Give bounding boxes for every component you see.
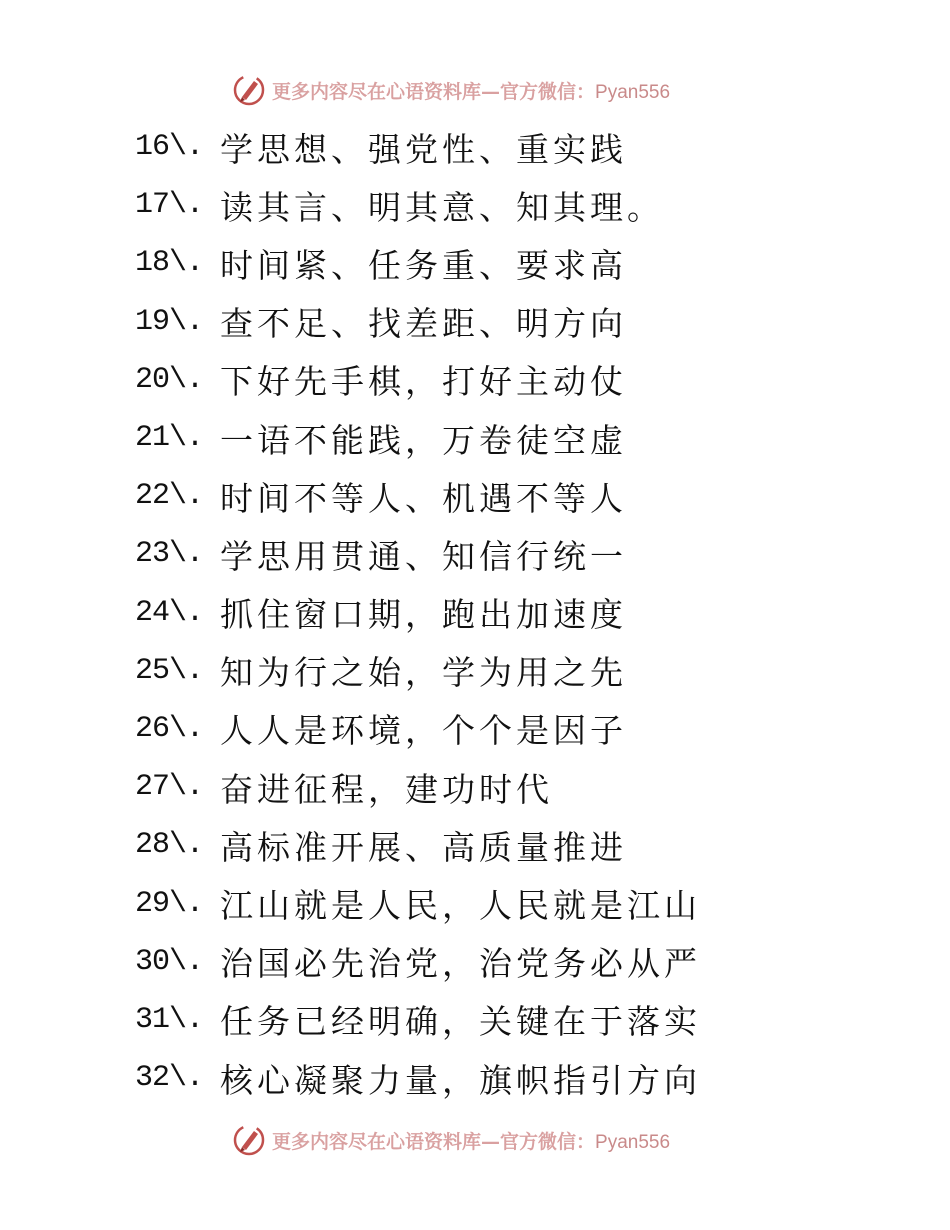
item-text: 人人是环境，个个是因子 xyxy=(220,711,627,751)
list-item xyxy=(135,1049,701,1107)
list-item xyxy=(135,176,701,234)
item-text: 下好先手棋，打好主动仗 xyxy=(220,362,627,402)
item-text: 高标准开展、高质量推进 xyxy=(220,827,627,867)
list-item xyxy=(135,758,701,816)
item-number: 25\. xyxy=(135,653,204,688)
list-item xyxy=(135,816,701,874)
item-number: 20\. xyxy=(135,362,204,397)
item-text: 读其言、明其意、知其理。 xyxy=(220,187,664,227)
list-item xyxy=(135,525,701,583)
list-item xyxy=(135,991,701,1049)
list-item xyxy=(135,351,701,409)
item-text: 核心凝聚力量，旗帜指引方向 xyxy=(220,1060,701,1100)
item-text: 时间紧、任务重、要求高 xyxy=(220,245,627,285)
item-number: 18\. xyxy=(135,246,204,281)
item-number: 21\. xyxy=(135,421,204,456)
list-item xyxy=(135,700,701,758)
list-item xyxy=(135,118,701,176)
item-number: 27\. xyxy=(135,770,204,805)
item-text: 时间不等人、机遇不等人 xyxy=(220,478,627,518)
item-number: 22\. xyxy=(135,479,204,514)
item-number: 30\. xyxy=(135,944,204,979)
item-number: 24\. xyxy=(135,595,204,630)
item-text: 查不足、找差距、明方向 xyxy=(220,304,627,344)
item-number: 31\. xyxy=(135,1002,204,1037)
item-number: 23\. xyxy=(135,537,204,572)
item-text: 学思用贯通、知信行统一 xyxy=(220,536,627,576)
item-text: 任务已经明确，关键在于落实 xyxy=(220,1002,701,1042)
watermark-text xyxy=(272,77,670,104)
item-text: 江山就是人民，人民就是江山 xyxy=(220,886,701,926)
footer-watermark-banner xyxy=(232,1120,670,1160)
watermark-label: 更多内容尽在心语资料库—官方微信： xyxy=(272,80,596,103)
item-number: 29\. xyxy=(135,886,204,921)
item-number: 16\. xyxy=(135,130,204,165)
list-item xyxy=(135,234,701,292)
pen-logo-icon xyxy=(232,73,266,107)
item-text: 抓住窗口期，跑出加速度 xyxy=(220,595,627,635)
list-item xyxy=(135,933,701,991)
item-number: 19\. xyxy=(135,304,204,339)
item-number: 17\. xyxy=(135,188,204,223)
item-number: 32\. xyxy=(135,1061,204,1096)
wechat-id: Pyan556 xyxy=(595,1131,671,1153)
header-watermark-banner xyxy=(232,70,670,110)
watermark-text xyxy=(272,1127,670,1154)
item-number: 28\. xyxy=(135,828,204,863)
item-text: 奋进征程，建功时代 xyxy=(220,769,553,809)
list-item xyxy=(135,293,701,351)
slogan-list xyxy=(135,118,701,1107)
watermark-label: 更多内容尽在心语资料库—官方微信： xyxy=(272,1130,596,1153)
item-text: 一语不能践，万卷徒空虚 xyxy=(220,420,627,460)
list-item xyxy=(135,584,701,642)
item-text: 学思想、强党性、重实践 xyxy=(220,129,627,169)
pen-logo-icon xyxy=(232,1123,266,1157)
wechat-id: Pyan556 xyxy=(595,81,671,103)
list-item xyxy=(135,642,701,700)
item-number: 26\. xyxy=(135,711,204,746)
list-item xyxy=(135,467,701,525)
list-item xyxy=(135,874,701,932)
list-item xyxy=(135,409,701,467)
item-text: 知为行之始，学为用之先 xyxy=(220,653,627,693)
item-text: 治国必先治党，治党务必从严 xyxy=(220,944,701,984)
